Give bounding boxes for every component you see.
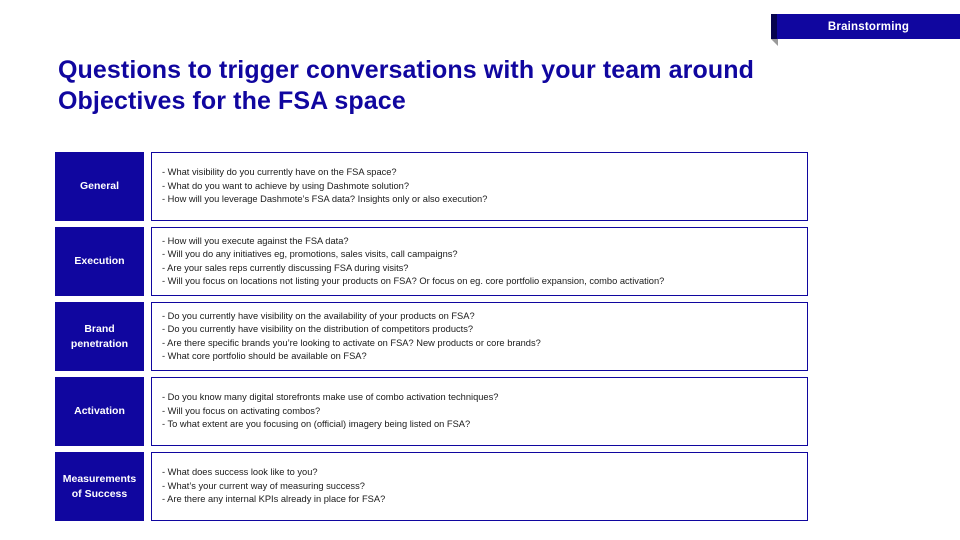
question-line: - What does success look like to you? (162, 467, 318, 478)
question-line: - Are there specific brands you’re looking to activate on FSA? New products or core brands? (162, 337, 541, 348)
category-label: General (55, 152, 144, 221)
question-line: - Are there any internal KPIs already in place for FSA? (162, 494, 386, 505)
category-row-brand-penetration (55, 302, 808, 371)
ribbon-label: Brainstorming (827, 20, 910, 33)
category-row-activation (55, 377, 808, 446)
category-label: Brand penetration (55, 302, 144, 371)
ribbon-fold (771, 39, 778, 46)
question-line: - What do you want to achieve by using Dashmote solution? (162, 180, 410, 191)
category-rows (55, 152, 808, 521)
category-label: Measurements of Success (55, 452, 144, 521)
questions-box (151, 452, 808, 521)
questions-box (151, 227, 808, 296)
question-line: - What’s your current way of measuring success? (162, 480, 365, 491)
question-line: - Do you currently have visibility on the availability of your products on FSA? (162, 310, 475, 321)
category-row-measurements-of-success (55, 452, 808, 521)
brainstorming-ribbon (771, 14, 960, 39)
question-line: - Will you do any initiatives eg, promotions, sales visits, call campaigns? (162, 249, 458, 260)
question-line: - What core portfolio should be available on FSA? (162, 350, 367, 361)
category-label: Execution (55, 227, 144, 296)
question-line: - Do you currently have visibility on the distribution of competitors products? (162, 324, 474, 335)
category-label: Activation (55, 377, 144, 446)
question-line: - Do you know many digital storefronts make use of combo activation techniques? (162, 392, 499, 403)
slide-title: Questions to trigger conversations with your team around Objectives for the FSA space (58, 56, 754, 115)
question-line: - How will you execute against the FSA data? (162, 235, 349, 246)
question-line: - What visibility do you currently have on the FSA space? (162, 167, 397, 178)
question-line: - Will you focus on locations not listing your products on FSA? Or focus on eg. core portfolio expansion, combo activation? (162, 275, 665, 286)
category-row-general (55, 152, 808, 221)
question-line: - Are your sales reps currently discussing FSA during visits? (162, 262, 409, 273)
questions-box (151, 302, 808, 371)
category-row-execution (55, 227, 808, 296)
questions-box (151, 152, 808, 221)
question-line: - Will you focus on activating combos? (162, 405, 321, 416)
question-line: - How will you leverage Dashmote’s FSA data? Insights only or also execution? (162, 194, 488, 205)
questions-box (151, 377, 808, 446)
question-line: - To what extent are you focusing on (official) imagery being listed on FSA? (162, 419, 471, 430)
